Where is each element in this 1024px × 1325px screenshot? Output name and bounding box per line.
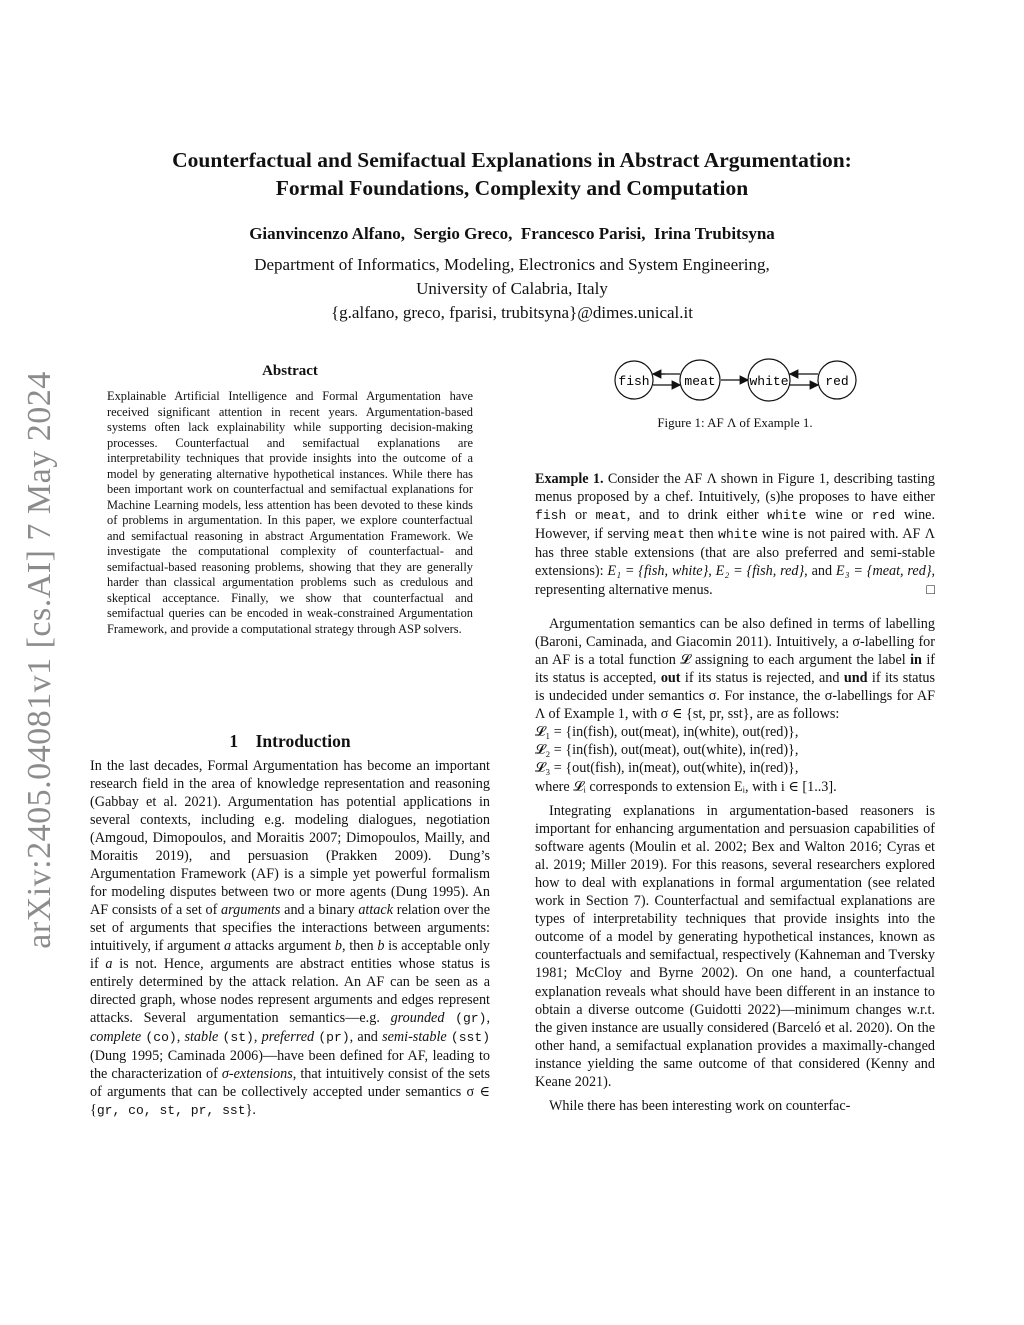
- intro-var-b: b: [334, 938, 342, 954]
- argument-fish: fish: [535, 508, 567, 524]
- arxiv-side-stamp: [10, 355, 70, 965]
- author-name: Gianvincenzo Alfano: [249, 224, 401, 243]
- intro-text: and a binary: [284, 902, 355, 918]
- argument-node-red: [818, 361, 856, 399]
- intro-term-semistable: semi-stable: [382, 1029, 447, 1045]
- intro-text: is acceptable only if: [90, 938, 491, 972]
- extension-e3: E₃ = {meat, red}: [835, 563, 932, 580]
- intro-semantics-list: gr, co, st, pr, sst: [96, 1103, 246, 1118]
- label-out: out: [660, 669, 681, 686]
- intro-var-a: a: [224, 938, 232, 954]
- example-text: wine. However, if serving: [535, 507, 936, 543]
- labelling-l2: 𝓛₂ = {in(fish), out(meat), out(white), in(red)},: [535, 742, 799, 759]
- argument-red: red: [871, 508, 896, 524]
- abstract-heading: Abstract: [262, 363, 318, 379]
- intro-var-a: a: [105, 956, 113, 972]
- abstract-text: Explainable Artificial Intelligence and Formal Argumentation have received significant attention in recent years. Argumentation-based systems often lack explainability while supporting decision-making processes. Counterfactual and semifactual explanations are interpretability techniques that provide insights into the outcome of a model by generating alternative hypothetical instances. While there has been important work on counterfactual and semifactual explanations for Machine Learning models, less attention has been devoted to these kinds of problems in argumentation. In this paper, we explore counterfactual and semifactual reasoning in abstract Argumentation Framework. We investigate the computational complexity of counterfactual- and semifactual-based reasoning problems, showing that they are generally harder than classical argumentation problems such as credulous and skeptical acceptance. Finally, we show that counterfactual and semifactual queries can be encoded in weak-constrained Argumentation Framework, and provide a computational strategy through ASP solvers.: [107, 389, 473, 636]
- example-label: Example 1.: [535, 471, 604, 487]
- labelling-text: where 𝓛ᵢ corresponds to extension Eᵢ, with i ∈ [1..3].: [535, 778, 837, 795]
- intro-text: }.: [245, 1102, 256, 1118]
- intro-term-attack: attack: [358, 902, 393, 918]
- right-column-text: [535, 470, 935, 1121]
- last-line-paragraph: While there has been interesting work on counterfac-: [549, 1098, 851, 1115]
- example-text: then: [689, 526, 714, 543]
- intro-text: attacks argument: [234, 938, 332, 954]
- labelling-text: if its status is rejected, and: [684, 669, 840, 686]
- intro-abbr-sst: (sst): [450, 1030, 491, 1045]
- labelling-l1: 𝓛₁ = {in(fish), out(meat), in(white), out(red)},: [535, 724, 799, 741]
- argument-node-fish: [615, 361, 653, 399]
- labelling-text: Argumentation semantics can be also defined in terms of labelling (Baroni, Caminada, and Giacomin 2011). Intuitively, a σ-labelling for an AF is a total function 𝓛 assigning to each argument the label: [535, 615, 935, 668]
- intro-term-sigma-extensions: σ-extensions: [221, 1066, 293, 1082]
- example-text: , representing alternative menus.: [535, 563, 936, 598]
- intro-text: relation over the set of arguments that specifies the interactions between arguments: intuitively, if argument: [90, 902, 491, 954]
- intro-text: , then: [341, 938, 374, 954]
- intro-var-b: b: [377, 938, 385, 954]
- argument-node-white: [748, 359, 790, 401]
- argument-meat: meat: [595, 508, 627, 524]
- example-text: wine or: [815, 507, 864, 524]
- author-name: Francesco Parisi: [520, 224, 642, 243]
- labelling-l3: 𝓛₃ = {out(fish), in(meat), out(white), in(red)},: [535, 760, 799, 777]
- affiliation: [100, 253, 924, 325]
- label-und: und: [843, 669, 868, 686]
- intro-abbr-pr: (pr): [318, 1030, 350, 1045]
- example-text: or: [574, 507, 587, 524]
- paper-title: [100, 146, 924, 202]
- argument-white: white: [718, 527, 758, 543]
- intro-term-stable: stable: [184, 1029, 219, 1045]
- arxiv-id-text: arXiv:2405.04081v1 [cs.AI] 7 May 2024: [21, 371, 58, 949]
- intro-text: , that intuitively consist of the sets of arguments that can be collectively accepted under semantics σ ∈ {: [90, 1066, 490, 1118]
- section-heading-introduction: 1 Introduction: [229, 731, 351, 751]
- intro-term-preferred: preferred: [261, 1029, 315, 1045]
- author-list: Gianvincenzo Alfano, Sergio Greco, Francesco Parisi, Irina Trubitsyna: [249, 224, 775, 243]
- argument-meat: meat: [653, 527, 685, 543]
- author-name: Sergio Greco: [413, 224, 509, 243]
- example-text: wine is not paired with. AF Λ has three stable extensions (that are also preferred and semi-stable extensions):: [535, 526, 936, 580]
- argument-node-meat: [680, 360, 720, 400]
- intro-term-grounded: grounded: [390, 1010, 445, 1026]
- labelling-text: if its status is accepted,: [535, 651, 936, 686]
- svg-text:fish: fish: [618, 374, 650, 389]
- svg-text:meat: meat: [684, 374, 716, 389]
- title-line-1: Counterfactual and Semifactual Explanations in Abstract Argumentation:: [172, 148, 852, 172]
- example-text: Consider the AF Λ shown in Figure 1, describing tasting menus proposed by a chef. Intuitively, (s)he proposes to have either: [535, 471, 935, 506]
- explanations-paragraph: Integrating explanations in argumentation-based reasoners is important for enhancing argumentation and persuasion capabilities of software agents (Moulin et al. 2002; Bex and Walton 2016; Cyras et al. 2019; Miller 2019). For this reasons, several researchers explored how to deal with explanations in formal argumentation (see related work in Section 7). Counterfactual and semifactual explanations are types of interpretability techniques that provide insights into the outcome of a model by generating hypothetical instances, known as counterfactuals and semifactual, respectively (Kahneman and Tversky 1981; McCloy and Byrne 2002). On one hand, a counterfactual explanation reveals what should have been different in an instance to obtain a diverse outcome (Guidotti 2022)—minimum changes w.r.t. the given instance are usually considered (Barceló et al. 2020). On the other hand, a semifactual explanation provides a maximally-changed instance yielding the same outcome of that considered (Kenny and Keane 2021).: [535, 802, 935, 1090]
- intro-term-complete: complete: [90, 1029, 142, 1045]
- example-text: , and: [804, 563, 833, 580]
- svg-text:red: red: [825, 374, 849, 389]
- intro-abbr-co: (co): [145, 1030, 177, 1045]
- intro-text: In the last decades, Formal Argumentation has become an important research field in the area of knowledge representation and reasoning (Gabbay et al. 2021). Argumentation has potential applications in several contexts, including e.g. modeling dialogues, negotiation (Amgoud, Dimopoulos, and Moraitis 2007; Dimopoulos, Mailly, and Moraitis 2019), and persuasion (Prakken 2009). Dung’s Argumentation Framework (AF) is a simple yet powerful formalism for modeling disputes between two or more agents (Dung 1995). An AF consists of a set of: [90, 758, 490, 918]
- figure-caption: Figure 1: AF Λ of Example 1.: [657, 415, 813, 430]
- intro-term-arguments: arguments: [221, 902, 281, 918]
- example-1-paragraph: Example 1. Consider the AF Λ shown in Figure 1, describing tasting menus proposed by a chef. Intuitively, (s)he proposes to have either fish or meat, and to drink either white wine or red wine. However, if serving meat then white wine is not paired with. AF Λ has three stable extensions (that are also preferred and semi-stable extensions): E₁ = {fish, white}, E₂ = {fish, red}, and E₃ = {meat, red}, representing alternative menus. □: [535, 471, 936, 598]
- intro-text: and: [357, 1029, 378, 1045]
- extension-e1: E₁ = {fish, white}: [607, 563, 709, 580]
- af-graph-figure: [535, 355, 935, 405]
- intro-abbr-gr: (gr): [455, 1011, 487, 1026]
- affiliation-university: University of Calabria, Italy: [416, 279, 608, 298]
- author-name: Irina Trubitsyna: [654, 224, 775, 243]
- introduction-paragraph: In the last decades, Formal Argumentation has become an important research field in the area of knowledge representation and reasoning (Gabbay et al. 2021). Argumentation has potential applications in several contexts, including e.g. modeling dialogues, negotiation (Amgoud, Dimopoulos, and Moraitis 2007; Dimopoulos, Mailly, and Moraitis 2019), and persuasion (Prakken 2009). Dung’s Argumentation Framework (AF) is a simple yet powerful formalism for modeling disputes between two or more agents (Dung 1995). An AF consists of a set of arguments and a binary attack relation over the set of arguments that specifies the interactions between arguments: intuitively, if argument a attacks argument b, then b is acceptable only if a is not. Hence, arguments are abstract entities whose status is entirely determined by the attack relation. An AF can be seen as a directed graph, whose nodes represent arguments and edges represent attacks. Several argumentation semantics—e.g. grounded (gr), complete (co), stable (st), preferred (pr), and semi-stable (sst) (Dung 1995; Caminada 2006)—have been defined for AF, leading to the characterization of σ-extensions, that intuitively consist of the sets of arguments that can be collectively accepted under semantics σ ∈ {gr, co, st, pr, sst}.: [90, 758, 491, 1118]
- affiliation-dept: Department of Informatics, Modeling, Electronics and System Engineering,: [254, 255, 770, 274]
- argument-white: white: [767, 508, 807, 524]
- intro-text: is not. Hence, arguments are abstract entities whose status is entirely determined by the attack relation. An AF can be seen as a directed graph, whose nodes represent arguments and edges represent attacks. Several argumentation semantics—e.g.: [90, 956, 491, 1026]
- intro-abbr-st: (st): [222, 1030, 254, 1045]
- label-in: in: [910, 651, 922, 668]
- affiliation-email: {g.alfano, greco, fparisi, trubitsyna}@dimes.unical.it: [331, 303, 693, 322]
- title-line-2: Formal Foundations, Complexity and Computation: [275, 176, 749, 200]
- intro-text: (Dung 1995; Caminada 2006)—have been defined for AF, leading to the characterization of: [90, 1048, 490, 1082]
- labelling-text: if its status is undecided under semantics σ. For instance, the σ-labellings for AF Λ of Example 1, with σ ∈ {st, pr, sst}, are as follows:: [535, 669, 936, 723]
- end-of-example-mark: □: [926, 581, 935, 598]
- svg-text:white: white: [749, 374, 789, 389]
- labelling-paragraph: [535, 615, 935, 796]
- example-text: , and to drink either: [626, 507, 759, 524]
- extension-e2: E₂ = {fish, red}: [715, 563, 805, 580]
